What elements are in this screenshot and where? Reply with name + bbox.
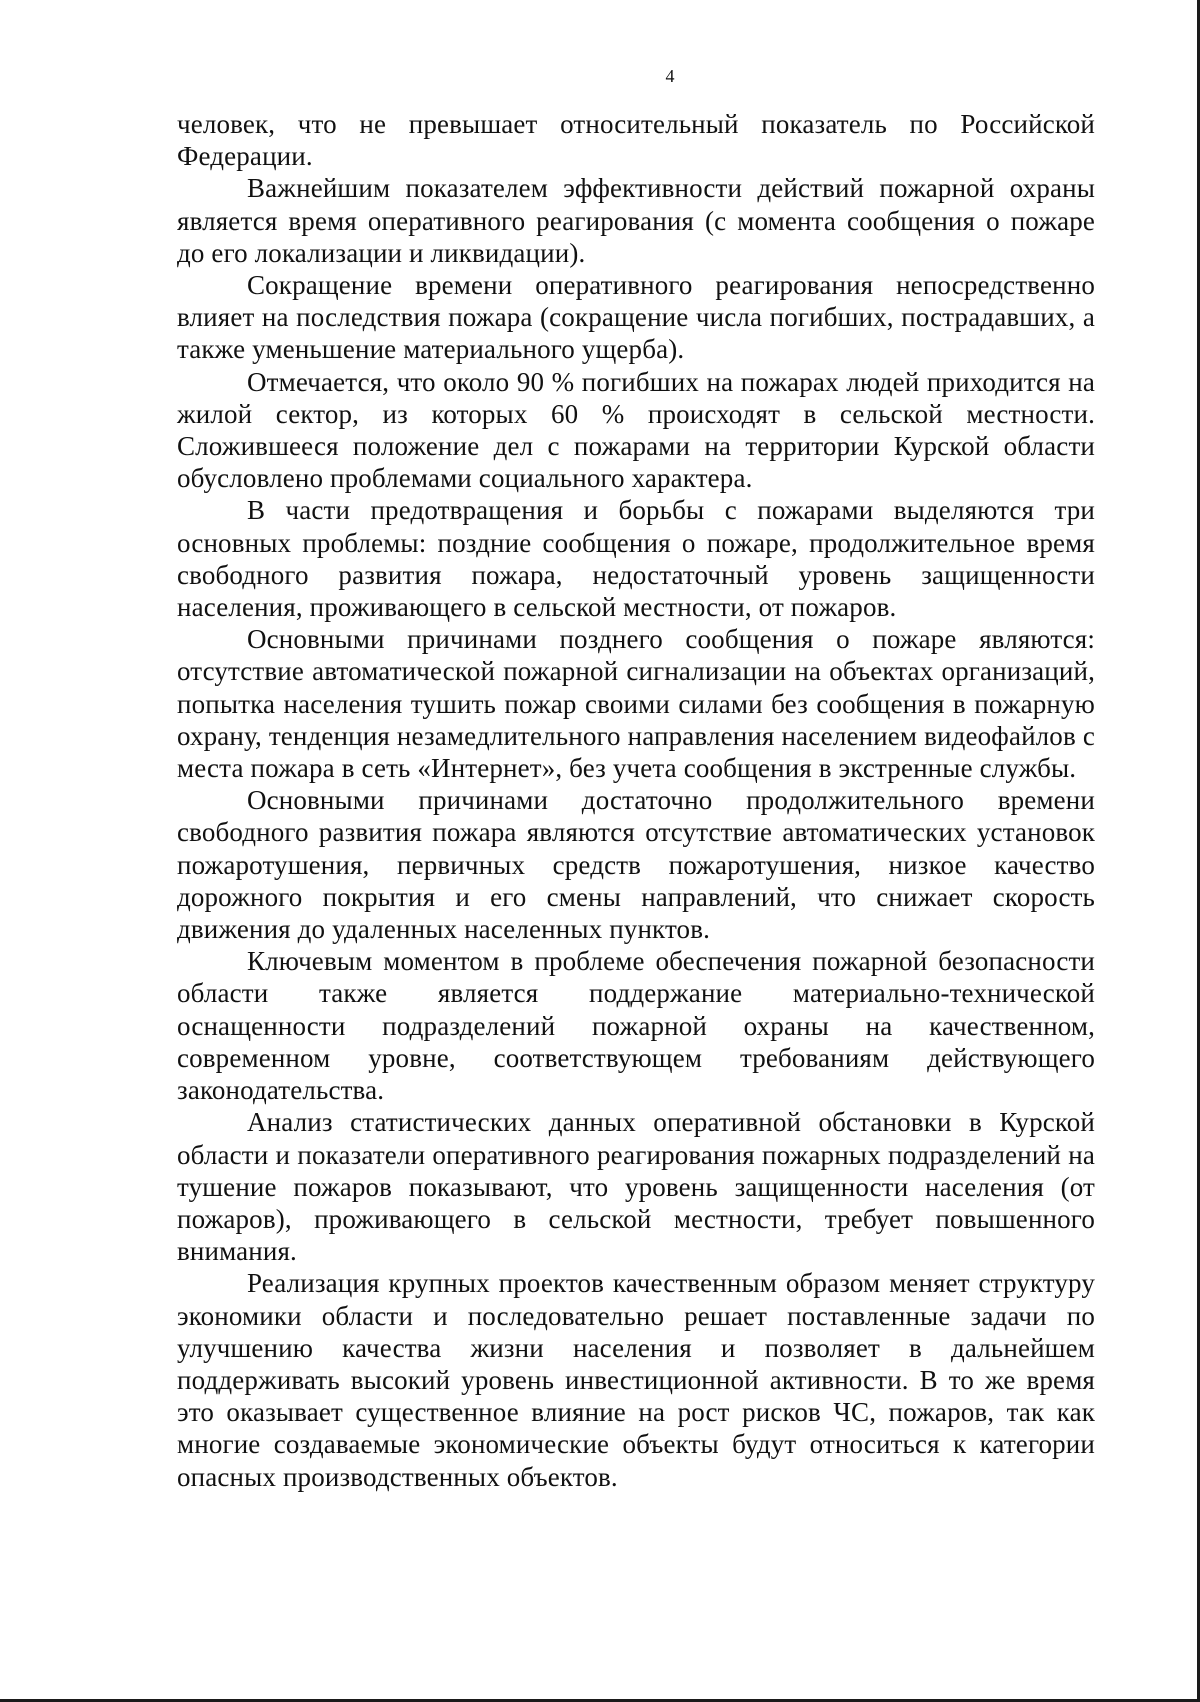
- paragraph: Сокращение времени оперативного реагирования непосредственно влияет на последствия пожара (сокращение числа погибших, пострадавших, а также уменьшение материального ущерба).: [177, 270, 1095, 365]
- document-body: [177, 108, 1095, 1493]
- paragraph: Анализ статистических данных оперативной обстановки в Курской области и показатели оперативного реагирования пожарных подразделений на тушение пожаров показывают, что уровень защищенности населения (от пожаров), проживающего в сельской местности, требует повышенного внимания.: [177, 1107, 1095, 1267]
- paragraph: Важнейшим показателем эффективности действий пожарной охраны является время оперативного реагирования (с момента сообщения о пожаре до его локализации и ликвидации).: [177, 173, 1095, 268]
- paragraph: Основными причинами достаточно продолжительного времени свободного развития пожара являются отсутствие автоматических установок пожаротушения, первичных средств пожаротушения, низкое качество дорожного покрытия и его смены направлений, что снижает скорость движения до удаленных населенных пунктов.: [177, 785, 1095, 945]
- paragraph: Основными причинами позднего сообщения о пожаре являются: отсутствие автоматической пожарной сигнализации на объектах организаций, попытка населения тушить пожар своими силами без сообщения в пожарную охрану, тенденция незамедлительного направления населением видеофайлов с места пожара в сеть «Интернет», без учета сообщения в экстренные службы.: [177, 624, 1095, 784]
- paragraph: Реализация крупных проектов качественным образом меняет структуру экономики области и последовательно решает поставленные задачи по улучшению качества жизни населения и позволяет в дальнейшем поддерживать высокий уровень инвестиционной активности. В то же время это оказывает существенное влияние на рост рисков ЧС, пожаров, так как многие создаваемые экономические объекты будут относиться к категории опасных производственных объектов.: [177, 1268, 1095, 1492]
- paragraph-continuation: человек, что не превышает относительный показатель по Российской Федерации.: [177, 109, 1095, 172]
- paragraph: В части предотвращения и борьбы с пожарами выделяются три основных проблемы: поздние сообщения о пожаре, продолжительное время свободного развития пожара, недостаточный уровень защищенности населения, проживающего в сельской местности, от пожаров.: [177, 495, 1095, 623]
- page-number: 4: [665, 66, 675, 86]
- paragraph: Ключевым моментом в проблеме обеспечения пожарной безопасности области также является поддержание материально-технической оснащенности подразделений пожарной охраны на качественном, современном уровне, соответствующем требованиям действующего законодательства.: [177, 946, 1095, 1106]
- paragraph: Отмечается, что около 90 % погибших на пожарах людей приходится на жилой сектор, из которых 60 % происходят в сельской местности. Сложившееся положение дел с пожарами на территории Курской области обусловлено проблемами социального характера.: [177, 366, 1095, 494]
